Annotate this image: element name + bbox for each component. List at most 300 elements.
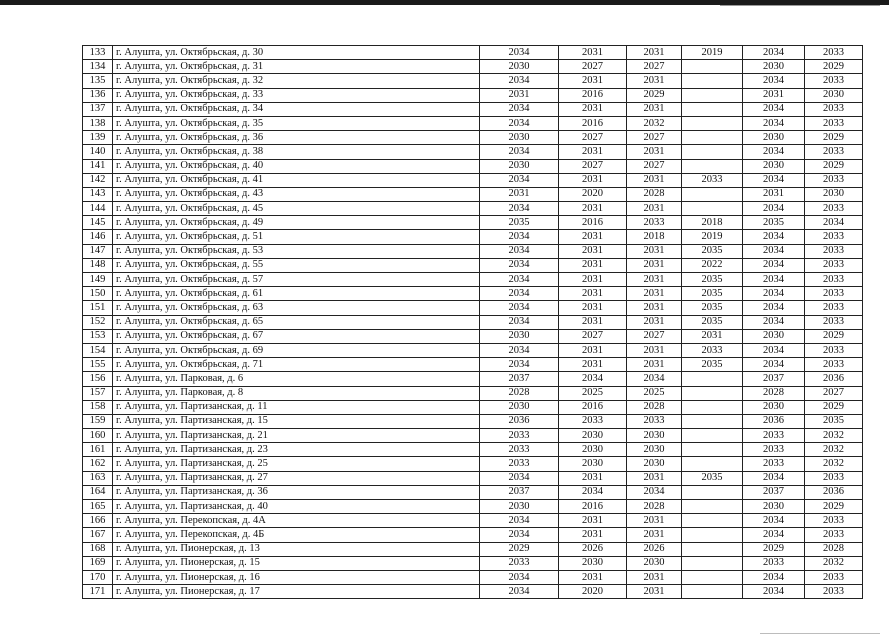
year-cell: 2034 xyxy=(743,343,805,357)
row-number-cell: 140 xyxy=(83,145,113,159)
year-cell: 2034 xyxy=(743,528,805,542)
address-cell: г. Алушта, ул. Пионерская, д. 17 xyxy=(113,585,480,599)
address-cell: г. Алушта, ул. Октябрьская, д. 51 xyxy=(113,230,480,244)
year-cell: 2019 xyxy=(682,230,743,244)
year-cell: 2031 xyxy=(743,187,805,201)
year-cell: 2031 xyxy=(559,46,627,60)
year-cell: 2034 xyxy=(627,372,682,386)
year-cell: 2034 xyxy=(743,202,805,216)
year-cell: 2033 xyxy=(805,287,863,301)
year-cell: 2030 xyxy=(743,60,805,74)
row-number-cell: 148 xyxy=(83,258,113,272)
year-cell: 2031 xyxy=(559,74,627,88)
year-cell: 2034 xyxy=(480,585,559,599)
row-number-cell: 136 xyxy=(83,88,113,102)
row-number-cell: 144 xyxy=(83,202,113,216)
year-cell xyxy=(682,556,743,570)
year-cell: 2034 xyxy=(743,230,805,244)
year-cell: 2034 xyxy=(480,315,559,329)
year-cell: 2030 xyxy=(743,329,805,343)
year-cell: 2033 xyxy=(743,457,805,471)
year-cell: 2030 xyxy=(559,429,627,443)
year-cell: 2034 xyxy=(743,287,805,301)
year-cell xyxy=(682,74,743,88)
year-cell: 2034 xyxy=(480,343,559,357)
table-row xyxy=(83,46,863,60)
address-cell: г. Алушта, ул. Октябрьская, д. 65 xyxy=(113,315,480,329)
address-cell: г. Алушта, ул. Партизанская, д. 36 xyxy=(113,485,480,499)
year-cell: 2030 xyxy=(559,457,627,471)
year-cell: 2034 xyxy=(480,230,559,244)
year-cell: 2033 xyxy=(805,570,863,584)
year-cell: 2034 xyxy=(743,46,805,60)
year-cell: 2031 xyxy=(559,358,627,372)
year-cell: 2035 xyxy=(805,414,863,428)
year-cell: 2029 xyxy=(805,60,863,74)
year-cell: 2035 xyxy=(682,301,743,315)
year-cell: 2031 xyxy=(559,570,627,584)
row-number-cell: 150 xyxy=(83,287,113,301)
year-cell: 2026 xyxy=(559,542,627,556)
year-cell: 2030 xyxy=(743,500,805,514)
year-cell: 2016 xyxy=(559,500,627,514)
row-number-cell: 154 xyxy=(83,343,113,357)
year-cell: 2027 xyxy=(559,159,627,173)
year-cell: 2031 xyxy=(627,570,682,584)
year-cell: 2034 xyxy=(480,570,559,584)
year-cell: 2033 xyxy=(480,443,559,457)
year-cell: 2034 xyxy=(743,116,805,130)
year-cell: 2036 xyxy=(743,414,805,428)
year-cell: 2033 xyxy=(805,358,863,372)
year-cell: 2028 xyxy=(743,386,805,400)
year-cell: 2033 xyxy=(559,414,627,428)
year-cell: 2031 xyxy=(559,471,627,485)
row-number-cell: 162 xyxy=(83,457,113,471)
year-cell xyxy=(682,485,743,499)
year-cell: 2037 xyxy=(480,485,559,499)
address-cell: г. Алушта, ул. Парковая, д. 8 xyxy=(113,386,480,400)
year-cell: 2033 xyxy=(627,414,682,428)
address-cell: г. Алушта, ул. Октябрьская, д. 49 xyxy=(113,216,480,230)
year-cell: 2028 xyxy=(480,386,559,400)
year-cell: 2034 xyxy=(480,273,559,287)
table-row xyxy=(83,457,863,471)
year-cell: 2033 xyxy=(805,102,863,116)
row-number-cell: 161 xyxy=(83,443,113,457)
year-cell: 2031 xyxy=(627,46,682,60)
year-cell: 2034 xyxy=(805,216,863,230)
table-row xyxy=(83,131,863,145)
year-cell: 2027 xyxy=(627,159,682,173)
year-cell: 2022 xyxy=(682,258,743,272)
year-cell: 2016 xyxy=(559,216,627,230)
table-row xyxy=(83,74,863,88)
address-cell: г. Алушта, ул. Октябрьская, д. 69 xyxy=(113,343,480,357)
year-cell: 2033 xyxy=(743,429,805,443)
row-number-cell: 155 xyxy=(83,358,113,372)
year-cell: 2030 xyxy=(805,88,863,102)
year-cell: 2031 xyxy=(559,273,627,287)
year-cell: 2035 xyxy=(682,358,743,372)
year-cell: 2030 xyxy=(743,131,805,145)
table-row xyxy=(83,500,863,514)
year-cell: 2030 xyxy=(627,457,682,471)
year-cell: 2020 xyxy=(559,187,627,201)
row-number-cell: 167 xyxy=(83,528,113,542)
year-cell: 2030 xyxy=(559,443,627,457)
address-cell: г. Алушта, ул. Октябрьская, д. 31 xyxy=(113,60,480,74)
year-cell: 2031 xyxy=(559,287,627,301)
year-cell: 2030 xyxy=(627,556,682,570)
address-cell: г. Алушта, ул. Октябрьская, д. 43 xyxy=(113,187,480,201)
row-number-cell: 134 xyxy=(83,60,113,74)
year-cell: 2030 xyxy=(743,400,805,414)
year-cell xyxy=(682,102,743,116)
year-cell: 2033 xyxy=(480,457,559,471)
year-cell: 2031 xyxy=(559,244,627,258)
year-cell: 2033 xyxy=(805,301,863,315)
row-number-cell: 139 xyxy=(83,131,113,145)
address-cell: г. Алушта, ул. Партизанская, д. 27 xyxy=(113,471,480,485)
year-cell: 2033 xyxy=(805,116,863,130)
year-cell: 2033 xyxy=(805,173,863,187)
table-row xyxy=(83,386,863,400)
year-cell: 2034 xyxy=(743,514,805,528)
table-row xyxy=(83,88,863,102)
year-cell xyxy=(682,159,743,173)
year-cell: 2033 xyxy=(805,315,863,329)
year-cell: 2031 xyxy=(559,315,627,329)
year-cell: 2031 xyxy=(627,74,682,88)
table-row xyxy=(83,287,863,301)
year-cell: 2034 xyxy=(480,358,559,372)
year-cell: 2034 xyxy=(480,287,559,301)
table-row xyxy=(83,528,863,542)
table-row xyxy=(83,60,863,74)
year-cell: 2031 xyxy=(627,301,682,315)
address-cell: г. Алушта, ул. Октябрьская, д. 63 xyxy=(113,301,480,315)
year-cell: 2016 xyxy=(559,88,627,102)
year-cell: 2025 xyxy=(627,386,682,400)
year-cell: 2034 xyxy=(480,145,559,159)
year-cell: 2030 xyxy=(480,329,559,343)
row-number-cell: 164 xyxy=(83,485,113,499)
address-cell: г. Алушта, ул. Октябрьская, д. 33 xyxy=(113,88,480,102)
year-cell: 2033 xyxy=(805,514,863,528)
year-cell: 2030 xyxy=(480,131,559,145)
year-cell: 2031 xyxy=(627,273,682,287)
year-cell: 2025 xyxy=(559,386,627,400)
year-cell: 2029 xyxy=(627,88,682,102)
year-cell: 2035 xyxy=(682,287,743,301)
year-cell: 2034 xyxy=(743,102,805,116)
year-cell: 2033 xyxy=(805,74,863,88)
year-cell: 2030 xyxy=(805,187,863,201)
year-cell xyxy=(682,400,743,414)
year-cell: 2033 xyxy=(805,230,863,244)
year-cell: 2031 xyxy=(559,202,627,216)
year-cell xyxy=(682,443,743,457)
year-cell: 2036 xyxy=(805,485,863,499)
year-cell: 2034 xyxy=(743,570,805,584)
year-cell: 2018 xyxy=(627,230,682,244)
year-cell: 2035 xyxy=(682,244,743,258)
row-number-cell: 159 xyxy=(83,414,113,428)
row-number-cell: 137 xyxy=(83,102,113,116)
year-cell: 2018 xyxy=(682,216,743,230)
table-row xyxy=(83,329,863,343)
year-cell: 2034 xyxy=(743,273,805,287)
row-number-cell: 151 xyxy=(83,301,113,315)
year-cell: 2026 xyxy=(627,542,682,556)
year-cell: 2032 xyxy=(805,556,863,570)
table-row xyxy=(83,145,863,159)
table-row xyxy=(83,230,863,244)
row-number-cell: 165 xyxy=(83,500,113,514)
table-row xyxy=(83,358,863,372)
table-row xyxy=(83,429,863,443)
address-cell: г. Алушта, ул. Октябрьская, д. 35 xyxy=(113,116,480,130)
table-row xyxy=(83,443,863,457)
table-row xyxy=(83,485,863,499)
year-cell: 2033 xyxy=(743,556,805,570)
address-cell: г. Алушта, ул. Партизанская, д. 40 xyxy=(113,500,480,514)
year-cell: 2029 xyxy=(805,131,863,145)
year-cell: 2027 xyxy=(627,60,682,74)
table-row xyxy=(83,216,863,230)
year-cell xyxy=(682,60,743,74)
table-row xyxy=(83,585,863,599)
year-cell: 2031 xyxy=(559,230,627,244)
table-row xyxy=(83,556,863,570)
row-number-cell: 168 xyxy=(83,542,113,556)
table-row xyxy=(83,315,863,329)
table-row xyxy=(83,244,863,258)
year-cell: 2031 xyxy=(627,244,682,258)
year-cell: 2029 xyxy=(805,159,863,173)
year-cell: 2031 xyxy=(480,187,559,201)
row-number-cell: 146 xyxy=(83,230,113,244)
year-cell: 2033 xyxy=(682,173,743,187)
year-cell: 2034 xyxy=(480,116,559,130)
year-cell: 2033 xyxy=(743,443,805,457)
year-cell: 2034 xyxy=(559,372,627,386)
year-cell xyxy=(682,570,743,584)
row-number-cell: 158 xyxy=(83,400,113,414)
year-cell: 2030 xyxy=(627,443,682,457)
year-cell: 2032 xyxy=(805,443,863,457)
year-cell: 2033 xyxy=(805,471,863,485)
year-cell: 2031 xyxy=(559,173,627,187)
year-cell xyxy=(682,116,743,130)
year-cell: 2032 xyxy=(627,116,682,130)
year-cell: 2030 xyxy=(627,429,682,443)
address-cell: г. Алушта, ул. Октябрьская, д. 71 xyxy=(113,358,480,372)
year-cell: 2028 xyxy=(805,542,863,556)
address-cell: г. Алушта, ул. Октябрьская, д. 61 xyxy=(113,287,480,301)
year-cell: 2037 xyxy=(743,485,805,499)
table-row xyxy=(83,187,863,201)
year-cell: 2033 xyxy=(480,429,559,443)
year-cell: 2030 xyxy=(480,60,559,74)
scan-edge-line xyxy=(720,5,880,6)
row-number-cell: 133 xyxy=(83,46,113,60)
year-cell: 2033 xyxy=(682,343,743,357)
table-row xyxy=(83,400,863,414)
year-cell: 2031 xyxy=(627,358,682,372)
address-cell: г. Алушта, ул. Партизанская, д. 21 xyxy=(113,429,480,443)
year-cell: 2034 xyxy=(480,244,559,258)
year-cell: 2034 xyxy=(743,301,805,315)
year-cell: 2035 xyxy=(480,216,559,230)
year-cell: 2037 xyxy=(480,372,559,386)
year-cell: 2031 xyxy=(627,258,682,272)
address-cell: г. Алушта, ул. Октябрьская, д. 67 xyxy=(113,329,480,343)
year-cell xyxy=(682,585,743,599)
year-cell: 2031 xyxy=(480,88,559,102)
address-cell: г. Алушта, ул. Пионерская, д. 16 xyxy=(113,570,480,584)
table-row xyxy=(83,343,863,357)
row-number-cell: 171 xyxy=(83,585,113,599)
year-cell: 2034 xyxy=(743,471,805,485)
year-cell: 2029 xyxy=(480,542,559,556)
address-cell: г. Алушта, ул. Партизанская, д. 11 xyxy=(113,400,480,414)
table-row xyxy=(83,372,863,386)
year-cell: 2029 xyxy=(805,500,863,514)
year-cell: 2034 xyxy=(480,301,559,315)
year-cell: 2027 xyxy=(559,60,627,74)
address-cell: г. Алушта, ул. Октябрьская, д. 40 xyxy=(113,159,480,173)
year-cell: 2034 xyxy=(480,173,559,187)
year-cell: 2031 xyxy=(559,102,627,116)
row-number-cell: 153 xyxy=(83,329,113,343)
year-cell: 2028 xyxy=(627,400,682,414)
year-cell: 2030 xyxy=(743,159,805,173)
year-cell xyxy=(682,542,743,556)
table-row xyxy=(83,173,863,187)
year-cell: 2031 xyxy=(627,173,682,187)
year-cell: 2031 xyxy=(559,343,627,357)
row-number-cell: 169 xyxy=(83,556,113,570)
year-cell: 2030 xyxy=(480,159,559,173)
year-cell: 2033 xyxy=(805,528,863,542)
row-number-cell: 152 xyxy=(83,315,113,329)
year-cell: 2034 xyxy=(743,358,805,372)
year-cell xyxy=(682,386,743,400)
year-cell xyxy=(682,457,743,471)
year-cell: 2034 xyxy=(480,258,559,272)
year-cell xyxy=(682,202,743,216)
year-cell: 2031 xyxy=(559,145,627,159)
year-cell: 2028 xyxy=(627,500,682,514)
table-row xyxy=(83,258,863,272)
row-number-cell: 170 xyxy=(83,570,113,584)
year-cell: 2034 xyxy=(480,102,559,116)
year-cell: 2019 xyxy=(682,46,743,60)
year-cell: 2033 xyxy=(805,585,863,599)
scan-edge-line xyxy=(760,633,880,634)
year-cell: 2016 xyxy=(559,400,627,414)
year-cell: 2030 xyxy=(480,500,559,514)
year-cell: 2034 xyxy=(480,46,559,60)
row-number-cell: 157 xyxy=(83,386,113,400)
address-cell: г. Алушта, ул. Октябрьская, д. 38 xyxy=(113,145,480,159)
year-cell: 2036 xyxy=(480,414,559,428)
row-number-cell: 156 xyxy=(83,372,113,386)
address-cell: г. Алушта, ул. Партизанская, д. 15 xyxy=(113,414,480,428)
year-cell: 2034 xyxy=(743,145,805,159)
table-row xyxy=(83,202,863,216)
row-number-cell: 143 xyxy=(83,187,113,201)
year-cell xyxy=(682,500,743,514)
row-number-cell: 163 xyxy=(83,471,113,485)
year-cell: 2027 xyxy=(559,329,627,343)
year-cell: 2028 xyxy=(627,187,682,201)
table-row xyxy=(83,301,863,315)
year-cell: 2034 xyxy=(743,315,805,329)
year-cell: 2033 xyxy=(805,273,863,287)
table-row xyxy=(83,116,863,130)
year-cell xyxy=(682,187,743,201)
year-cell: 2033 xyxy=(627,216,682,230)
year-cell xyxy=(682,145,743,159)
year-cell xyxy=(682,528,743,542)
year-cell: 2034 xyxy=(480,514,559,528)
year-cell: 2033 xyxy=(805,145,863,159)
address-cell: г. Алушта, ул. Октябрьская, д. 57 xyxy=(113,273,480,287)
year-cell: 2027 xyxy=(627,131,682,145)
table-row xyxy=(83,414,863,428)
year-cell: 2031 xyxy=(627,471,682,485)
row-number-cell: 160 xyxy=(83,429,113,443)
year-cell xyxy=(682,414,743,428)
year-cell: 2030 xyxy=(480,400,559,414)
year-cell: 2031 xyxy=(627,514,682,528)
year-cell: 2031 xyxy=(559,301,627,315)
year-cell: 2034 xyxy=(480,528,559,542)
year-cell: 2031 xyxy=(627,145,682,159)
year-cell: 2033 xyxy=(805,244,863,258)
year-cell: 2031 xyxy=(627,585,682,599)
address-cell: г. Алушта, ул. Перекопская, д. 4Б xyxy=(113,528,480,542)
year-cell: 2032 xyxy=(805,429,863,443)
year-cell xyxy=(682,429,743,443)
year-cell: 2037 xyxy=(743,372,805,386)
year-cell: 2033 xyxy=(805,46,863,60)
year-cell: 2036 xyxy=(805,372,863,386)
address-cell: г. Алушта, ул. Партизанская, д. 25 xyxy=(113,457,480,471)
table-row xyxy=(83,273,863,287)
year-cell: 2034 xyxy=(743,585,805,599)
year-cell: 2031 xyxy=(559,258,627,272)
year-cell: 2034 xyxy=(743,74,805,88)
year-cell: 2031 xyxy=(743,88,805,102)
year-cell: 2031 xyxy=(627,102,682,116)
address-cell: г. Алушта, ул. Октябрьская, д. 45 xyxy=(113,202,480,216)
row-number-cell: 142 xyxy=(83,173,113,187)
year-cell: 2029 xyxy=(805,400,863,414)
year-cell: 2031 xyxy=(627,528,682,542)
year-cell: 2035 xyxy=(743,216,805,230)
address-cell: г. Алушта, ул. Партизанская, д. 23 xyxy=(113,443,480,457)
year-cell: 2031 xyxy=(559,514,627,528)
year-cell: 2034 xyxy=(743,258,805,272)
year-cell: 2035 xyxy=(682,273,743,287)
year-cell: 2035 xyxy=(682,471,743,485)
year-cell xyxy=(682,514,743,528)
year-cell: 2034 xyxy=(743,173,805,187)
